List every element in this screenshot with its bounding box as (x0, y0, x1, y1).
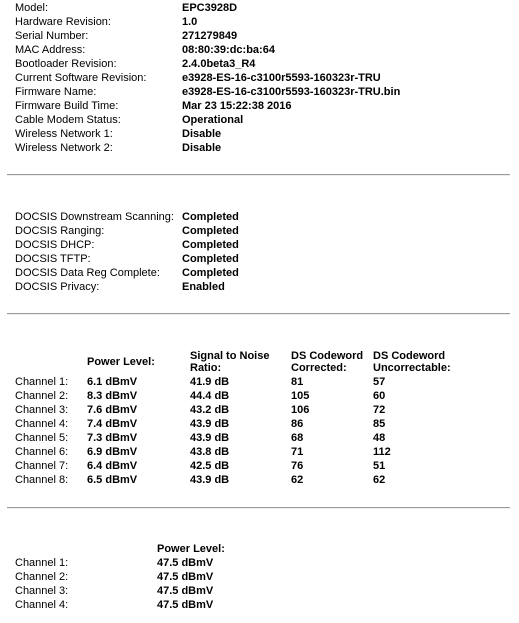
table-row (0, 445, 519, 459)
docsis-value: Completed (182, 239, 239, 251)
snr-cell: 41.9 dB (190, 376, 230, 388)
corrected-cell: 86 (291, 418, 304, 430)
channel-label: Channel 4: (15, 418, 69, 430)
channel-label: Channel 1: (15, 376, 69, 388)
info-value: Operational (182, 114, 244, 126)
info-label: Current Software Revision: (15, 72, 147, 84)
info-value: Disable (182, 142, 222, 154)
info-label: Firmware Name: (15, 86, 97, 98)
info-value: 2.4.0beta3_R4 (182, 58, 256, 70)
docsis-label: DOCSIS Downstream Scanning: (15, 211, 174, 223)
corrected-cell: 62 (291, 474, 304, 486)
power-cell: 6.9 dBmV (87, 446, 138, 458)
power-cell: 47.5 dBmV (157, 585, 214, 597)
corrected-cell: 106 (291, 404, 310, 416)
ds-header-corrected-line1: DS Codeword (291, 350, 364, 362)
table-row (0, 584, 519, 598)
uncorrectable-cell: 72 (373, 404, 386, 416)
ds-header-snr-line2: Ratio: (190, 362, 222, 374)
docsis-value: Completed (182, 225, 239, 237)
table-row (0, 556, 519, 570)
power-cell: 6.5 dBmV (87, 474, 138, 486)
uncorrectable-cell: 112 (373, 446, 391, 458)
ds-header-uncorrectable (373, 350, 451, 374)
table-row (0, 403, 519, 417)
docsis-label: DOCSIS TFTP: (15, 253, 91, 265)
info-label: Hardware Revision: (15, 16, 111, 28)
corrected-cell: 71 (291, 446, 304, 458)
power-cell: 7.3 dBmV (87, 432, 138, 444)
info-label: MAC Address: (15, 44, 86, 56)
uncorrectable-cell: 57 (373, 376, 386, 388)
docsis-label: DOCSIS Privacy: (15, 281, 100, 293)
table-row (0, 598, 519, 612)
ds-header-snr-line1: Signal to Noise (190, 350, 270, 362)
info-label: Serial Number: (15, 30, 89, 42)
uncorrectable-cell: 51 (373, 460, 386, 472)
uncorrectable-cell: 60 (373, 390, 386, 402)
channel-label: Channel 2: (15, 390, 69, 402)
section-divider (7, 313, 510, 315)
corrected-cell: 81 (291, 376, 304, 388)
snr-cell: 43.9 dB (190, 474, 230, 486)
info-label: Model: (15, 2, 49, 14)
docsis-value: Completed (182, 267, 239, 279)
info-value: Disable (182, 128, 222, 140)
snr-cell: 43.9 dB (190, 432, 230, 444)
table-row (0, 473, 519, 487)
channel-label: Channel 5: (15, 432, 69, 444)
ds-header-corrected-line2: Corrected: (291, 362, 347, 374)
table-row (0, 375, 519, 389)
corrected-cell: 68 (291, 432, 304, 444)
power-cell: 6.1 dBmV (87, 376, 138, 388)
section-divider (7, 507, 510, 509)
snr-cell: 43.9 dB (190, 418, 230, 430)
channel-label: Channel 7: (15, 460, 69, 472)
snr-cell: 42.5 dB (190, 460, 230, 472)
table-row (0, 459, 519, 473)
power-cell: 8.3 dBmV (87, 390, 138, 402)
info-value: 08:80:39:dc:ba:64 (182, 44, 275, 56)
ds-header-corrected (291, 350, 363, 374)
info-value: EPC3928D (182, 2, 238, 14)
ds-header-uncorrectable-line1: DS Codeword (373, 350, 446, 362)
table-row (0, 417, 519, 431)
info-label: Wireless Network 1: (15, 128, 113, 140)
power-cell: 47.5 dBmV (157, 557, 214, 569)
table-row (0, 389, 519, 403)
power-cell: 6.4 dBmV (87, 460, 138, 472)
docsis-label: DOCSIS Data Reg Complete: (15, 267, 160, 279)
power-cell: 7.4 dBmV (87, 418, 138, 430)
snr-cell: 43.2 dB (190, 404, 230, 416)
table-row (0, 570, 519, 584)
info-label: Firmware Build Time: (15, 100, 119, 112)
info-value: e3928-ES-16-c3100r5593-160323r-TRU.bin (182, 86, 401, 98)
table-row (0, 431, 519, 445)
snr-cell: 43.8 dB (190, 446, 230, 458)
info-value: e3928-ES-16-c3100r5593-160323r-TRU (182, 72, 381, 84)
ds-header-snr (190, 350, 269, 374)
section-divider (7, 174, 510, 176)
info-label: Wireless Network 2: (15, 142, 113, 154)
ds-header-power: Power Level: (87, 356, 155, 368)
us-header-power: Power Level: (157, 543, 225, 555)
channel-label: Channel 2: (15, 571, 69, 583)
snr-cell: 44.4 dB (190, 390, 230, 402)
info-value: Mar 23 15:22:38 2016 (182, 100, 292, 112)
docsis-label: DOCSIS Ranging: (15, 225, 105, 237)
power-cell: 47.5 dBmV (157, 571, 214, 583)
docsis-value: Enabled (182, 281, 225, 293)
docsis-label: DOCSIS DHCP: (15, 239, 95, 251)
docsis-value: Completed (182, 253, 239, 265)
docsis-value: Completed (182, 211, 239, 223)
info-value: 271279849 (182, 30, 238, 42)
uncorrectable-cell: 85 (373, 418, 386, 430)
corrected-cell: 76 (291, 460, 304, 472)
uncorrectable-cell: 62 (373, 474, 386, 486)
power-cell: 47.5 dBmV (157, 599, 214, 611)
channel-label: Channel 8: (15, 474, 69, 486)
channel-label: Channel 6: (15, 446, 69, 458)
info-label: Bootloader Revision: (15, 58, 117, 70)
uncorrectable-cell: 48 (373, 432, 386, 444)
info-label: Cable Modem Status: (15, 114, 121, 126)
channel-label: Channel 1: (15, 557, 69, 569)
channel-label: Channel 3: (15, 585, 69, 597)
info-value: 1.0 (182, 16, 198, 28)
channel-label: Channel 4: (15, 599, 69, 611)
ds-header-uncorrectable-line2: Uncorrectable: (373, 362, 451, 374)
corrected-cell: 105 (291, 390, 310, 402)
channel-label: Channel 3: (15, 404, 69, 416)
power-cell: 7.6 dBmV (87, 404, 138, 416)
